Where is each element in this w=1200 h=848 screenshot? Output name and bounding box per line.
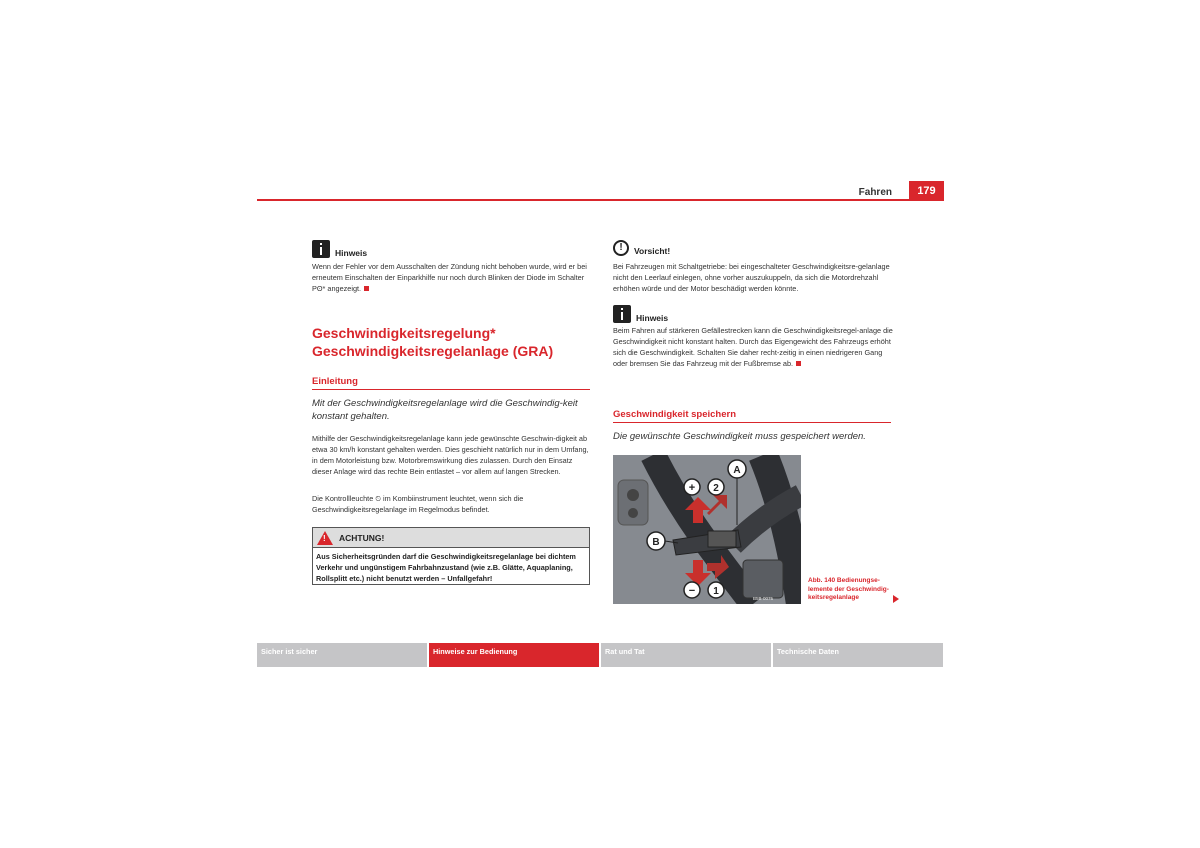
label-b: B: [652, 537, 660, 548]
footer-tab-1[interactable]: Sicher ist sicher: [257, 643, 427, 667]
info-icon: [312, 240, 330, 258]
continue-arrow-icon: [893, 595, 899, 603]
section-title: Fahren: [858, 187, 892, 198]
minus-label: −: [688, 585, 696, 597]
heading-line-1: Geschwindigkeitsregelung*: [312, 325, 496, 341]
label-a: A: [733, 465, 741, 476]
paragraph-2: Die Kontrollleuchte ⏲ im Kombiinstrument leuchtet, wenn sich die Geschwindigkeitsregelanlage im Regelmodus befindet.: [312, 494, 524, 514]
note-text: Wenn der Fehler vor dem Ausschalten der Zündung nicht behoben wurde, wird er bei erneutem Einschalten der Einparkhilfe nur noch durch Blinken der Diode im Schalter Pʘ* angezeigt.: [312, 262, 587, 293]
note-title: Hinweis: [335, 248, 368, 258]
note-text-block-2: [613, 325, 893, 369]
warning-triangle-icon: !: [317, 531, 333, 545]
subheading-speichern: Geschwindigkeit speichern: [613, 409, 891, 423]
label-1: 1: [713, 586, 719, 597]
end-marker-icon: [796, 361, 801, 366]
footer-tab-3[interactable]: Rat und Tat: [601, 643, 771, 667]
heading-line-2: Geschwindigkeitsregelanlage (GRA): [312, 343, 554, 359]
note-text-2: Beim Fahren auf stärkeren Gefällestrecken kann die Geschwindigkeitsregel-anlage die Geschwindigkeit nicht konstant halten. Durch das Eigengewicht des Fahrzeugs erhöht sich die Geschwindigkeit. Schalten Sie daher recht-zeitig in einen niedrigeren Gang oder bremsen Sie das Fahrzeug mit der Fußbremse ab.: [613, 326, 893, 368]
caution-title: Vorsicht!: [634, 246, 671, 256]
warning-box: [312, 527, 590, 585]
footer-tab-4[interactable]: Technische Daten: [773, 643, 943, 667]
paragraph-1: Mithilfe der Geschwindigkeitsregelanlage kann jede gewünschte Geschwin-digkeit ab etwa 30 km/h konstant gehalten werden. Dies geschieht natürlich nur in dem Umfang, in dem Motorleistung bzw. Motorbremswirkung dies zulassen. Durch den Einsatz dieser Anlage wird das rechte Bein entlastet – vor allem auf langen Strecken.: [312, 434, 589, 476]
caution-heading: [613, 240, 670, 256]
note-text-block: [312, 261, 592, 294]
page-number: 179: [909, 181, 944, 201]
info-icon: [613, 305, 631, 323]
figure-code: B5B-0075: [752, 596, 774, 601]
plus-label: +: [688, 482, 696, 494]
note-heading: [312, 240, 367, 258]
lead-text-2: Die gewünschte Geschwindigkeit muss gespeichert werden.: [613, 431, 866, 442]
cruise-control-figure: [613, 455, 801, 604]
label-2: 2: [713, 483, 719, 494]
header-rule: [257, 199, 943, 201]
exclamation-icon: !: [613, 240, 629, 256]
page-heading: [312, 324, 592, 360]
steering-column-illustration: [613, 455, 801, 604]
warning-text: Aus Sicherheitsgründen darf die Geschwindigkeitsregelanlage bei dichtem Verkehr und ungünstigem Fahrbahnzustand (wie z.B. Glätte, Aquaplaning, Rollsplitt etc.) nicht benutzt werden – Unfallgefahr!: [316, 552, 576, 583]
end-marker-icon: [364, 286, 369, 291]
footer-tab-2[interactable]: Hinweise zur Bedienung: [429, 643, 599, 667]
note-heading-2: [613, 305, 668, 323]
warning-header: [313, 528, 589, 548]
lead-text: Mit der Geschwindigkeitsregelanlage wird die Geschwindig-keit konstant gehalten.: [312, 398, 578, 422]
caution-text: Bei Fahrzeugen mit Schaltgetriebe: bei eingeschalteter Geschwindigkeitsre-gelanlage nicht den Leerlauf einlegen, ohne vorher auszukuppeln, da sich die Motordrehzahl erhöhen würde und der Motor beschädigt werden könnte.: [613, 262, 890, 293]
warning-title: ACHTUNG!: [339, 532, 385, 543]
subheading-einleitung: Einleitung: [312, 376, 590, 390]
note-title-2: Hinweis: [636, 313, 669, 323]
figure-caption: Abb. 140 Bedienungse-lemente der Geschwindig-keitsregelanlage: [808, 577, 889, 601]
